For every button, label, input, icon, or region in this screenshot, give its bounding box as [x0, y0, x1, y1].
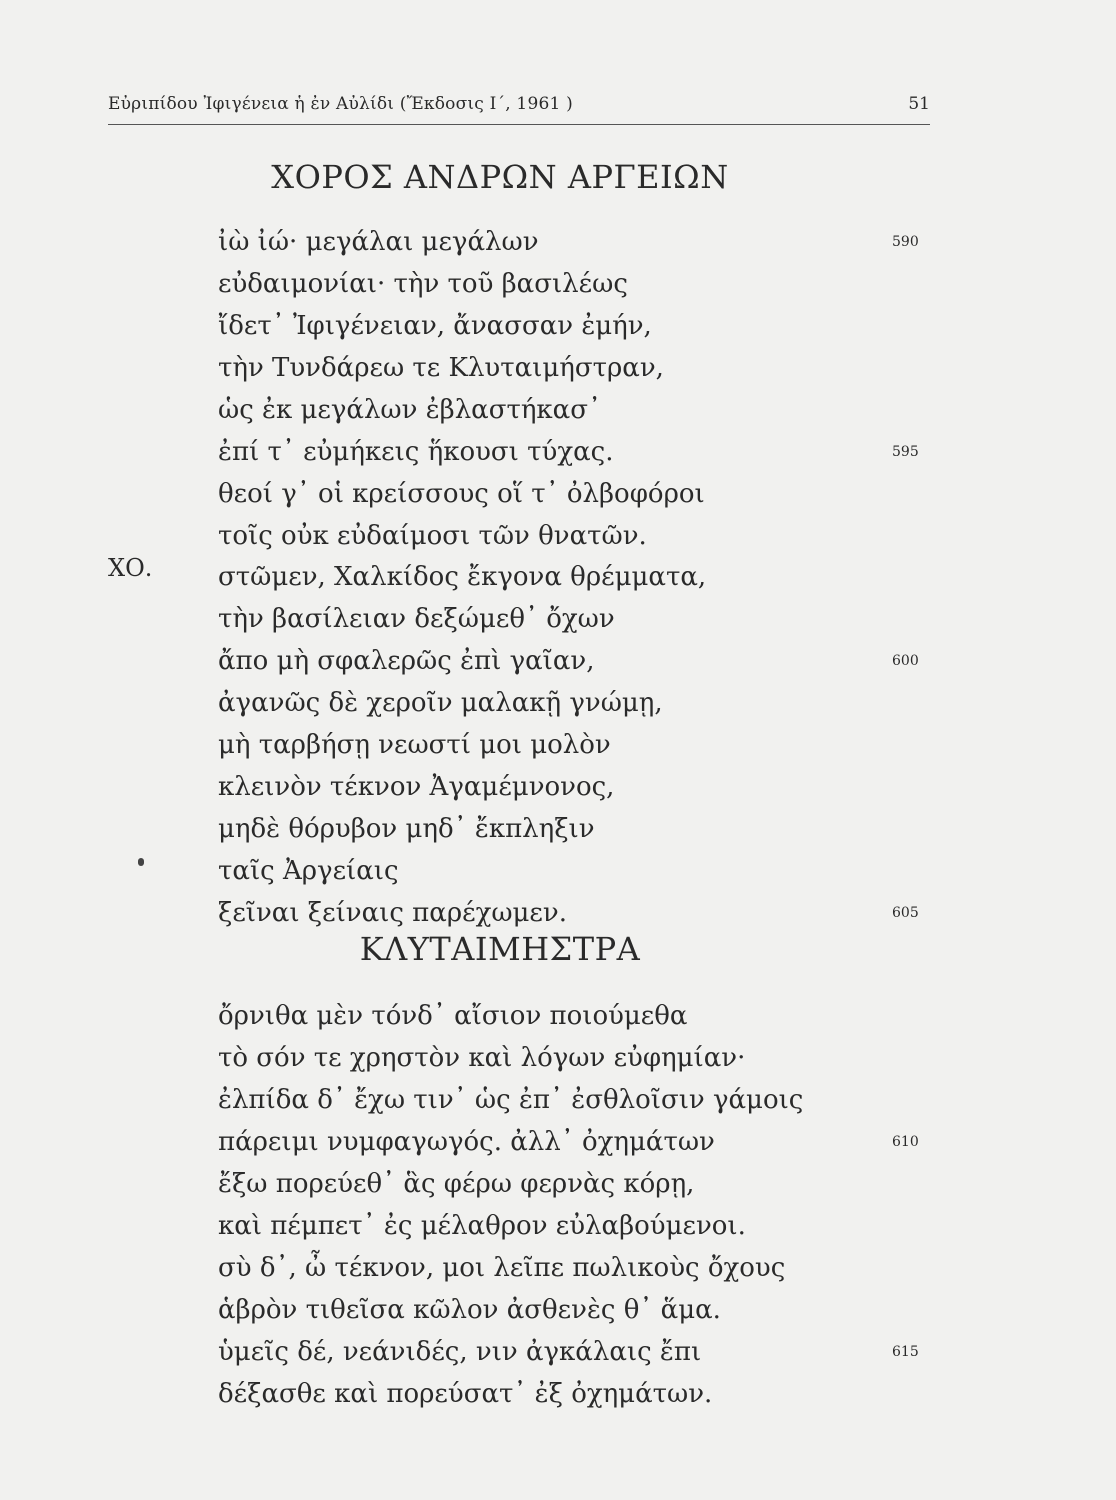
verse-line: ἐλπίδα δ᾽ ἔχω τιν᾽ ὡς ἐπ᾽ ἐσθλοῖσιν γάμοις [218, 1085, 804, 1115]
verse-line: ἄπο μὴ σφαλερῶς ἐπὶ γαῖαν, [218, 646, 595, 676]
running-head [108, 94, 930, 125]
verse-line: ἀγανῶς δὲ χεροῖν μαλακῇ γνώμῃ, [218, 688, 663, 718]
verse-line: ὡς ἐκ μεγάλων ἐβλαστήκασ᾽ [218, 395, 601, 425]
verse-line: δέξασθε καὶ πορεύσατ᾽ ἐξ ὀχημάτων. [218, 1379, 713, 1409]
verse-line: ἴδετ᾽ Ἰφιγένειαν, ἄνασσαν ἐμήν, [218, 311, 652, 341]
line-number: 590 [892, 234, 919, 250]
verse-line: τὸ σόν τε χρηστὸν καὶ λόγων εὐφημίαν· [218, 1043, 746, 1073]
verse-line: τοῖς οὐκ εὐδαίμοσι τῶν θνατῶν. [218, 521, 647, 551]
verse-line: τὴν βασίλειαν δεξώμεθ᾽ ὄχων [218, 604, 615, 634]
line-number: 605 [892, 905, 919, 921]
verse-line: μὴ ταρβήσῃ νεωστί μοι μολὸν [218, 730, 611, 760]
verse-line: τὴν Τυνδάρεω τε Κλυταιμήστραν, [218, 353, 664, 383]
verse-line: ἰὼ ἰώ· μεγάλαι μεγάλων [218, 227, 539, 257]
line-number: 615 [892, 1344, 919, 1360]
line-number: 600 [892, 653, 919, 669]
page-number: 51 [908, 94, 930, 114]
chorus-heading: ΧΟΡΟΣ ΑΝΔΡΩΝ ΑΡΓΕΙΩΝ [271, 158, 729, 196]
verse-line: πάρειμι νυμφαγωγός. ἀλλ᾽ ὀχημάτων [218, 1127, 715, 1157]
verse-line: εὐδαιμονίαι· τὴν τοῦ βασιλέως [218, 269, 628, 299]
verse-line: ταῖς Ἀργείαις [218, 856, 399, 886]
verse-line: μηδὲ θόρυβον μηδ᾽ ἔκπληξιν [218, 814, 595, 844]
verse-line: ὄρνιθα μὲν τόνδ᾽ αἴσιον ποιούμεθα [218, 1001, 688, 1031]
verse-line: θεοί γ᾽ οἱ κρείσσους οἵ τ᾽ ὀλβοφόροι [218, 479, 705, 509]
verse-line: ὑμεῖς δέ, νεάνιδές, νιν ἀγκάλαις ἔπι [218, 1337, 702, 1367]
verse-line: σὺ δ᾽, ὦ τέκνον, μοι λεῖπε πωλικοὺς ὄχους [218, 1253, 786, 1283]
verse-line: ξεῖναι ξείναις παρέχωμεν. [218, 898, 567, 928]
verse-line: ἐπί τ᾽ εὐμήκεις ἥκουσι τύχας. [218, 437, 614, 467]
running-title: Εὐριπίδου Ἰφιγένεια ἡ ἐν Αὐλίδι (Ἔκδοσις Ι΄, 1961 ) [108, 94, 573, 114]
verse-line: καὶ πέμπετ᾽ ἐς μέλαθρον εὐλαβούμενοι. [218, 1211, 746, 1241]
clytemnestra-heading: ΚΛΥΤΑΙΜΗΣΤΡΑ [359, 930, 641, 968]
verse-line: στῶμεν, Χαλκίδος ἔκγονα θρέμματα, [218, 562, 707, 592]
line-number: 595 [892, 444, 919, 460]
speaker-tag: ΧΟ. [108, 554, 153, 582]
verse-line: ἁβρὸν τιθεῖσα κῶλον ἀσθενὲς θ᾽ ἅμα. [218, 1295, 721, 1325]
line-number: 610 [892, 1134, 919, 1150]
verse-line: ἔξω πορεύεθ᾽ ἃς φέρω φερνὰς κόρῃ, [218, 1169, 695, 1199]
verse-line: κλεινὸν τέκνον Ἀγαμέμνονος, [218, 772, 615, 802]
ink-speck [138, 858, 144, 866]
